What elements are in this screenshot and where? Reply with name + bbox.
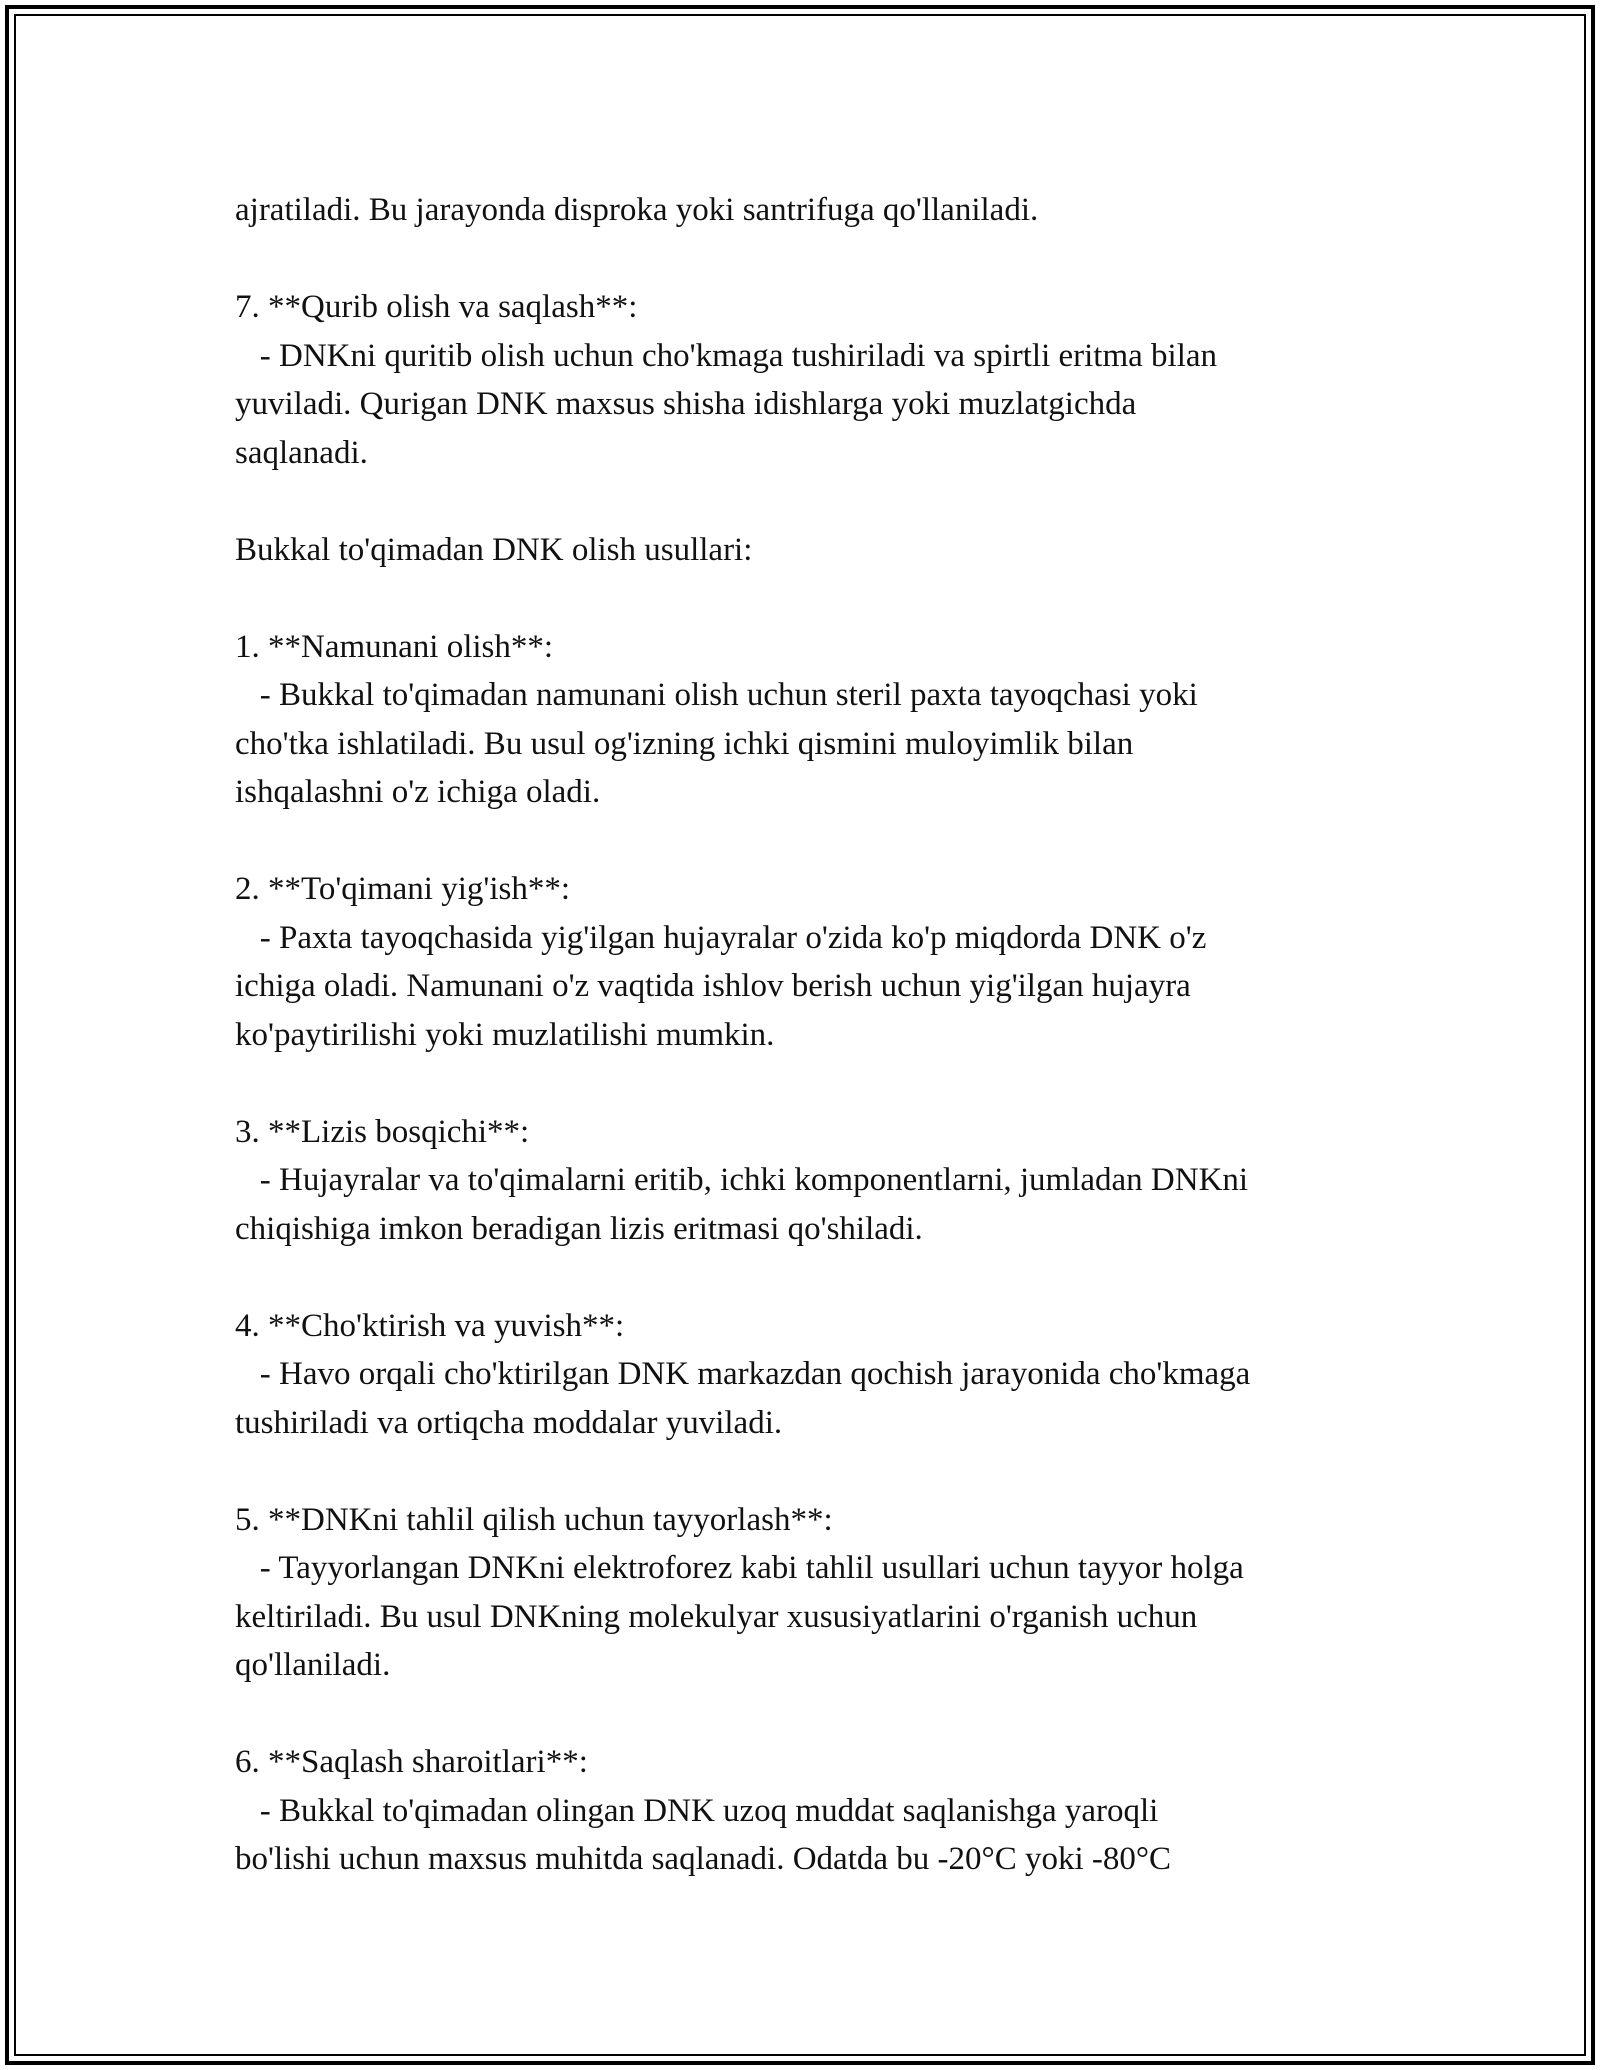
text-line: - DNKni quritib olish uchun cho'kmaga tushiriladi va spirtli eritma bilan [235,337,1218,374]
text-line: ichiga oladi. Namunani o'z vaqtida ishlov berish uchun yig'ilgan hujayra [235,968,1191,1004]
text-line: ko'paytirilishi yoki muzlatilishi mumkin. [235,1016,775,1053]
section-heading: 1. **Namunani olish**: [235,628,554,665]
section-heading: 2. **To'qimani yig'ish**: [235,871,570,907]
blank-line [235,235,1395,284]
subsection-title: Bukkal to'qimadan DNK olish usullari: [235,531,753,568]
text-line: keltiriladi. Bu usul DNKning molekulyar xususiyatlarini o'rganish uchun [235,1598,1198,1635]
text-line: - Bukkal to'qimadan namunani olish uchun steril paxta tayoqchasi yoki [235,677,1198,713]
section-heading: 4. **Cho'ktirish va yuvish**: [235,1307,625,1344]
text-line: saqlanadi. [235,434,368,471]
blank-line [235,817,1395,866]
text-line: ajratiladi. Bu jarayonda disproka yoki santrifuga qo'llaniladi. [235,192,1039,228]
text-line: - Tayyorlangan DNKni elektroforez kabi tahlil usullari uchun tayyor holga [235,1550,1244,1586]
blank-line [235,1447,1395,1496]
section-heading: 7. **Qurib olish va saqlash**: [235,289,638,325]
section-heading: 5. **DNKni tahlil qilish uchun tayyorlash**: [235,1501,833,1538]
section-heading: 3. **Lizis bosqichi**: [235,1113,530,1150]
blank-line [235,477,1395,526]
document-body [235,186,1395,1884]
blank-line [235,1059,1395,1108]
blank-line [235,1253,1395,1302]
text-line: ishqalashni o'z ichiga oladi. [235,774,601,810]
text-line: qo'llaniladi. [235,1647,391,1683]
text-line: chiqishiga imkon beradigan lizis eritmasi qo'shiladi. [235,1210,923,1247]
text-line: - Hujayralar va to'qimalarni eritib, ichki komponentlarni, jumladan DNKni [235,1162,1249,1198]
text-line: - Bukkal to'qimadan olingan DNK uzoq muddat saqlanishga yaroqli [235,1792,1159,1829]
blank-line [235,1690,1395,1739]
text-line: - Paxta tayoqchasida yig'ilgan hujayralar o'zida ko'p miqdorda DNK o'z [235,919,1207,956]
section-heading: 6. **Saqlash sharoitlari**: [235,1744,588,1780]
blank-line [235,574,1395,623]
text-line: - Havo orqali cho'ktirilgan DNK markazdan qochish jarayonida cho'kmaga [235,1356,1251,1392]
text-line: tushiriladi va ortiqcha moddalar yuviladi. [235,1404,783,1441]
text-line: bo'lishi uchun maxsus muhitda saqlanadi. Odatda bu -20°C yoki -80°C [235,1841,1172,1877]
text-line: cho'tka ishlatiladi. Bu usul og'izning ichki qismini muloyimlik bilan [235,725,1134,762]
text-line: yuviladi. Qurigan DNK maxsus shisha idishlarga yoki muzlatgichda [235,386,1137,422]
